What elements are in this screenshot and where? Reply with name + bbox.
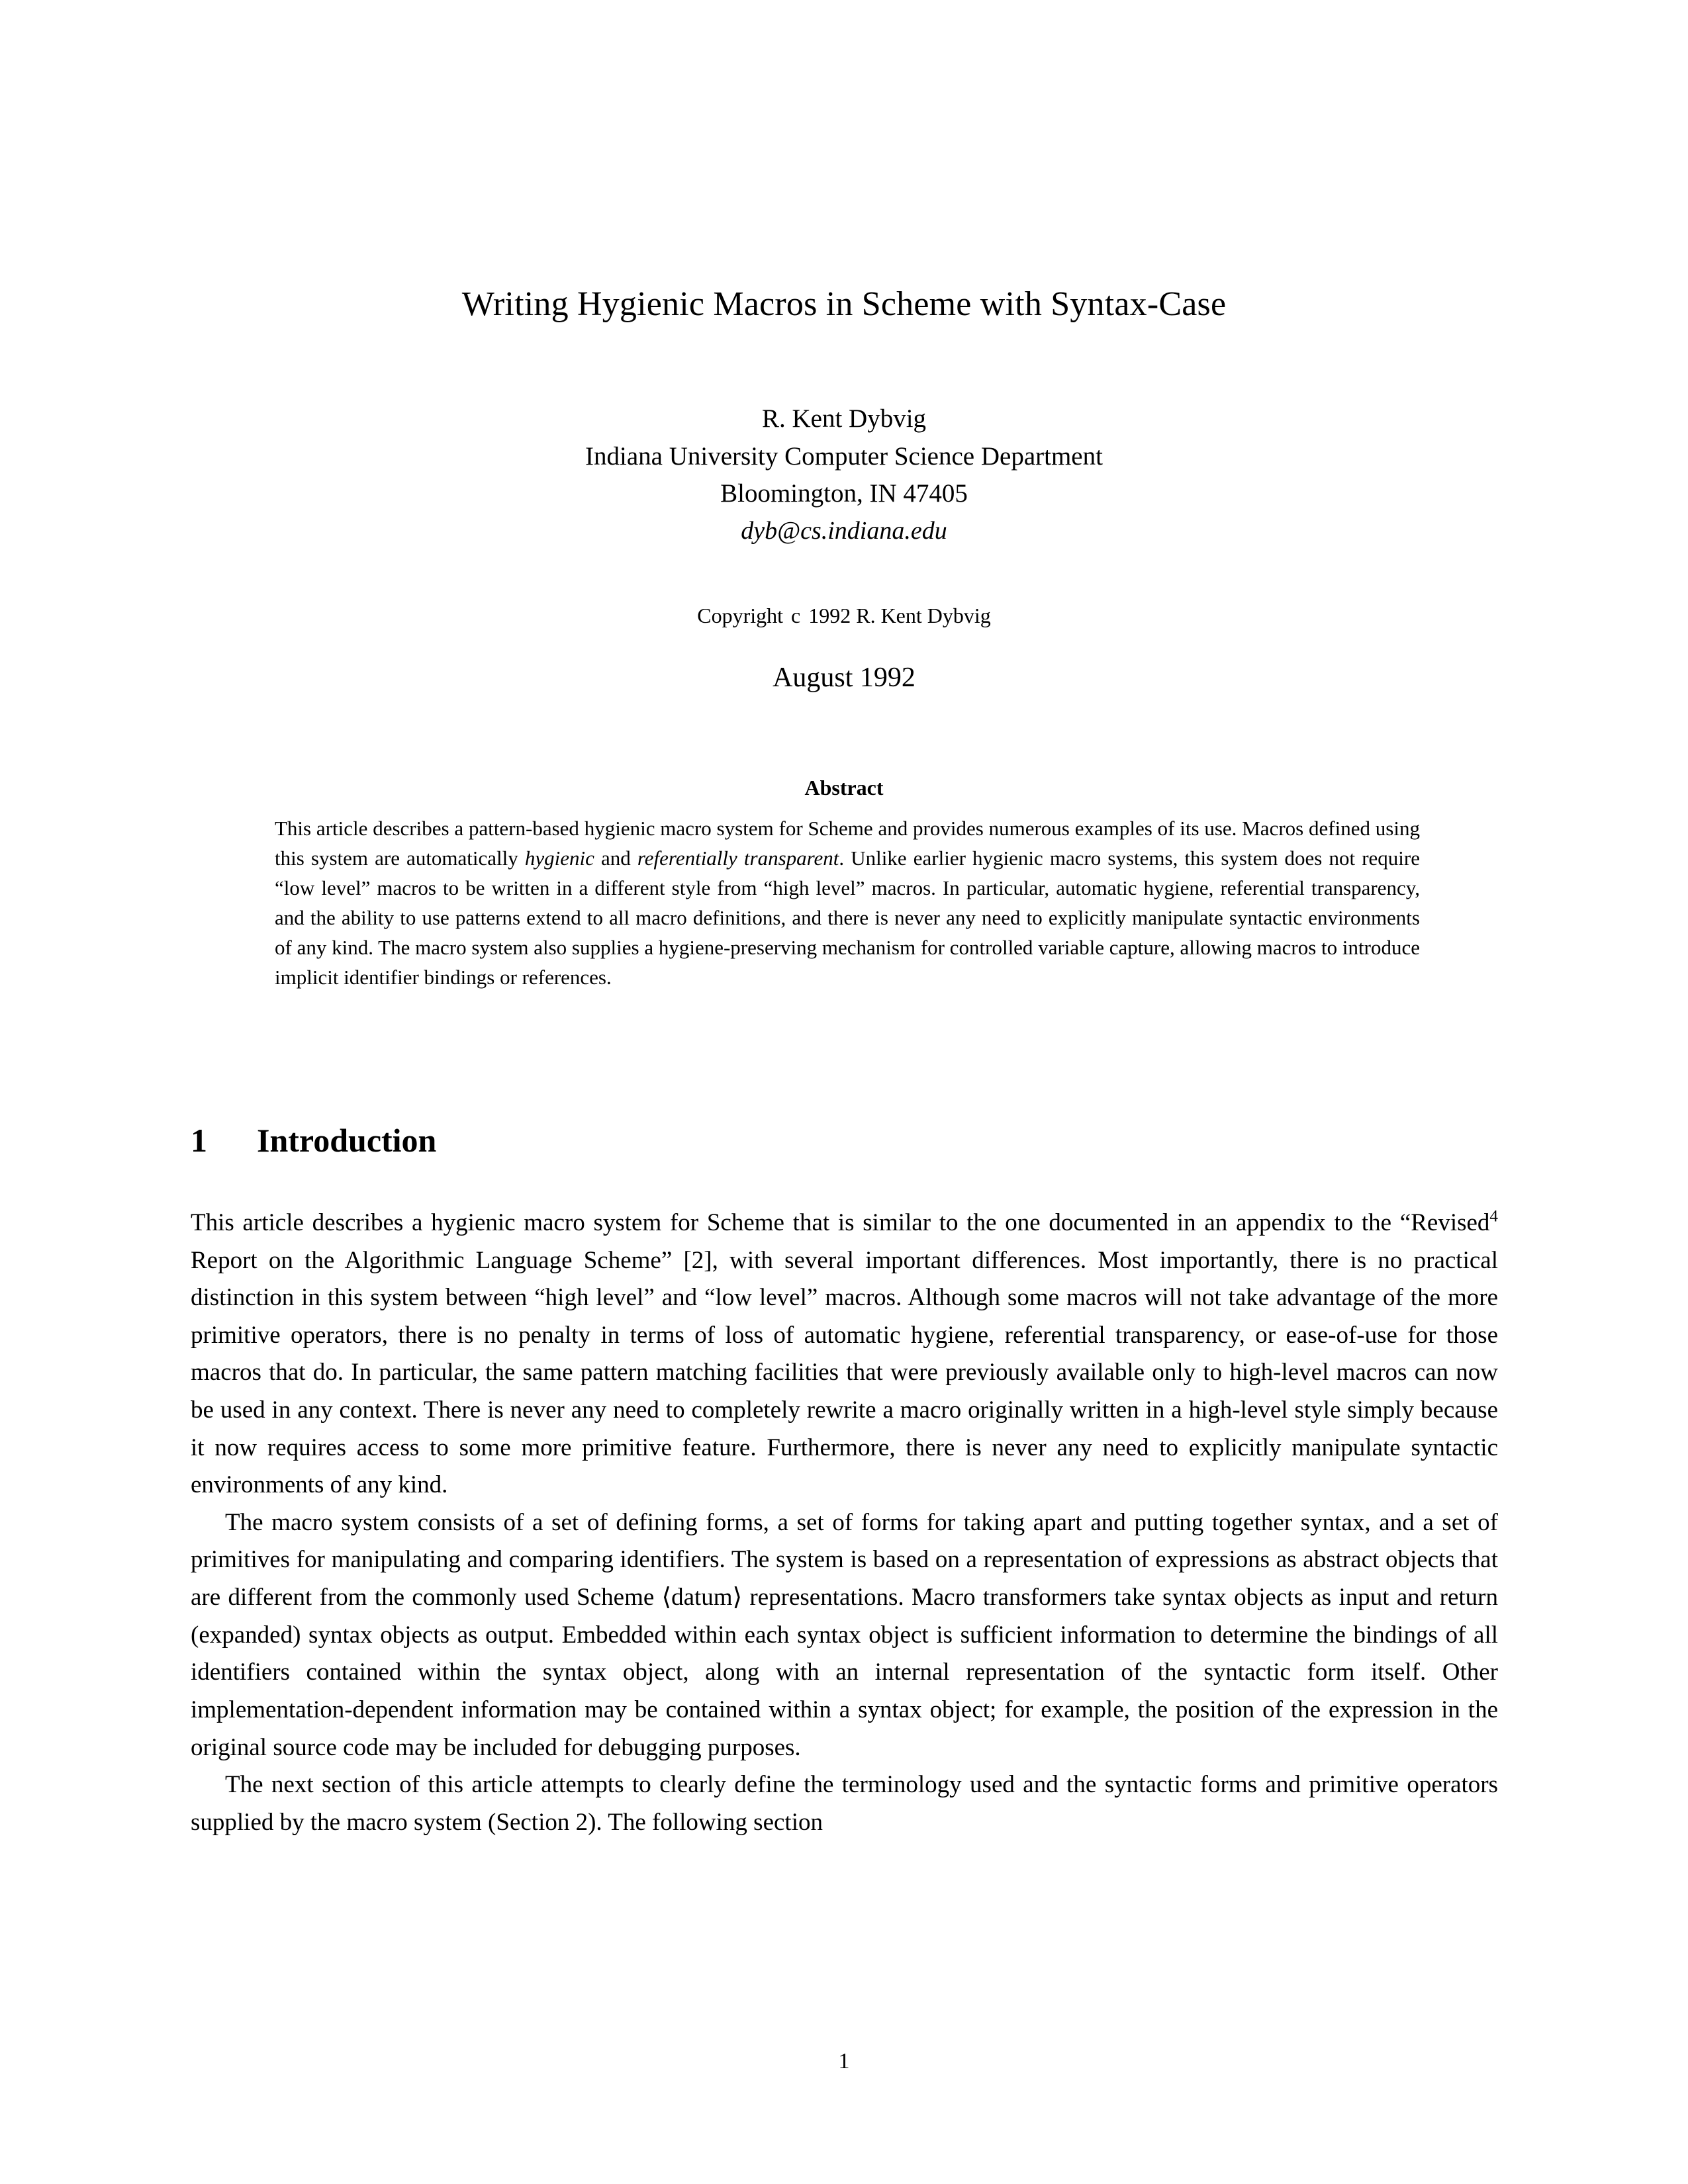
paragraph-2-text-b: representations. Macro transformers take syntax objects as input and return (expanded) syntax objects as output. Embedded within each syntax object is sufficient information to determine the bindings of all identifiers contained within the syntax object, along with an internal representation of the syntactic form itself. Other implementation-dependent information may be contained within a syntax object; for example, the position of the expression in the original source code may be included for debugging purposes. <box>191 1584 1498 1761</box>
section-title: Introduction <box>257 1122 437 1159</box>
author-address: Bloomington, IN 47405 <box>720 479 968 508</box>
abstract-text-1: This article describes a pattern-based hygienic macro system for Scheme and provides numerous examples of its use. Macros defined using this system are automatically <box>275 817 1420 870</box>
abstract-text-2: and <box>594 846 637 870</box>
abstract-heading: Abstract <box>804 776 884 799</box>
paragraph-3: The next section of this article attempts to clearly define the terminology used and the syntactic forms and primitive operators supplied by the macro system (Section 2). The following section <box>191 1771 1498 1836</box>
copyright-c-icon: c <box>791 604 801 627</box>
abstract-emph-referentially-transparent: referentially transparent <box>637 846 839 870</box>
revised-superscript: 4 <box>1489 1207 1498 1226</box>
abstract-emph-hygienic: hygienic <box>524 846 594 870</box>
author-block <box>0 400 1688 549</box>
paragraph-2-text-a: The macro system consists of a set of defining forms, a set of forms for taking apart and putting together syntax, and a set of primitives for manipulating and comparing identifiers. The system is based on a representation of expressions as abstract objects that are different from the commonly used Scheme <box>191 1508 1498 1612</box>
abstract-paragraph <box>275 814 1420 993</box>
paragraph-1-text-a: This article describes a hygienic macro system for Scheme that is similar to the one documented in an appendix to the “Revised <box>191 1209 1490 1236</box>
abstract-text-3: . Unlike earlier hygienic macro systems, this system does not require “low level” macros to be written in a different style from “high level” macros. In particular, automatic hygiene, referential transparency, and the ability to use patterns extend to all macro definitions, and there is never any need to explicitly manipulate syntactic environments of any kind. The macro system also supplies a hygiene-preserving mechanism for controlled variable capture, allowing macros to introduce implicit identifier bindings or references. <box>275 846 1420 989</box>
paragraph-1-text-b: Report on the Algorithmic Language Scheme” [2], with several important differences. Most importantly, there is no practical distinction in this system between “high level” and “low level” macros. Although some macros will not take advantage of the more primitive operators, there is no penalty in terms of loss of automatic hygiene, referential transparency, or ease-of-use for those macros that do. In particular, the same pattern matching facilities that were previously available only to high-level macros can now be used in any context. There is never any need to completely rewrite a macro originally written in a high-level style simply because it now requires access to some more primitive feature. Furthermore, there is never any need to explicitly manipulate syntactic environments of any kind. <box>191 1246 1498 1499</box>
section-heading-introduction <box>191 1121 436 1160</box>
page-number: 1 <box>838 2049 850 2073</box>
copyright-notice <box>0 604 1688 628</box>
copyright-suffix: 1992 R. Kent Dybvig <box>808 604 991 627</box>
page-title: Writing Hygienic Macros in Scheme with Syntax-Case <box>461 285 1227 323</box>
author-name: R. Kent Dybvig <box>761 404 927 433</box>
body-text <box>191 1205 1498 1841</box>
publication-date: August 1992 <box>773 662 915 693</box>
paragraph-1 <box>191 1205 1498 1504</box>
title-block <box>0 285 1688 324</box>
section-number: 1 <box>191 1122 207 1159</box>
abstract-body <box>275 814 1420 993</box>
paragraph-2 <box>191 1504 1498 1766</box>
datum-nonterminal: ⟨datum⟩ <box>661 1584 743 1612</box>
author-email: dyb@cs.indiana.edu <box>741 516 947 545</box>
copyright-prefix: Copyright <box>697 604 784 627</box>
author-affiliation: Indiana University Computer Science Department <box>585 441 1103 471</box>
